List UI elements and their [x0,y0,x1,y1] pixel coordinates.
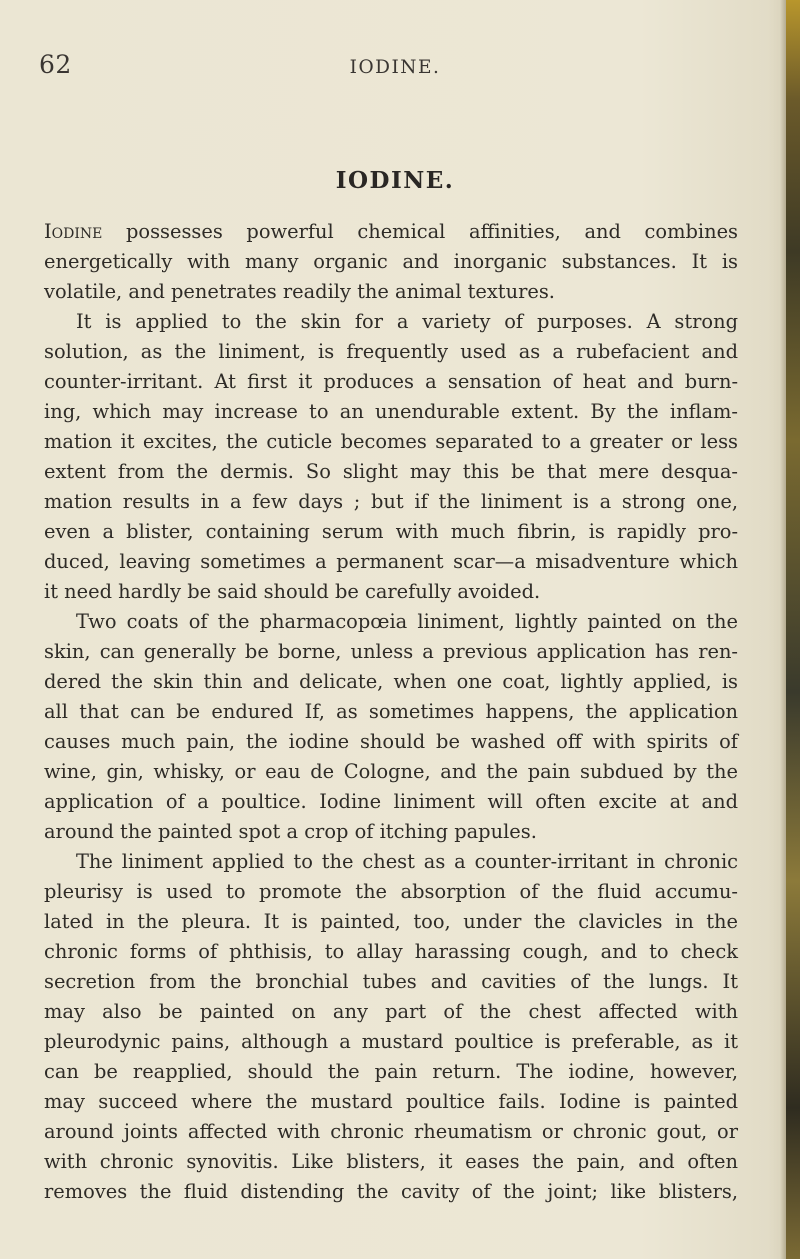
text-line: dered the skin thin and delicate, when one coat, lightly applied, is [44,670,738,693]
running-head: IODINE. [349,57,441,78]
text-line: lated in the pleura. It is painted, too, under the clavicles in the [44,910,738,933]
text-line: The liniment applied to the chest as a counter-irritant in chronic [76,850,738,873]
lead-word: Iodine [44,220,103,243]
text-line: pleurisy is used to promote the absorption of the fluid accumu- [44,880,738,903]
text-line: Two coats of the pharmacopœia liniment, lightly painted on the [76,610,738,633]
text-line: removes the fluid distending the cavity of the joint; like blisters, [44,1180,738,1203]
text-line: around the painted spot a crop of itching papules. [44,820,537,843]
chapter-title: IODINE. [335,167,455,194]
text-line: chronic forms of phthisis, to allay harassing cough, and to check [44,940,738,963]
text-line: can be reapplied, should the pain return. The iodine, however, [44,1060,738,1083]
text-line: mation results in a few days ; but if the liniment is a strong one, [44,490,738,513]
text-line: even a blister, containing serum with much fibrin, is rapidly pro- [44,520,738,543]
page-number: 62 [39,50,72,79]
text-line: ing, which may increase to an unendurable extent. By the inflam- [44,400,738,423]
text-line: skin, can generally be borne, unless a previous application has ren- [44,640,738,663]
text-line: wine, gin, whisky, or eau de Cologne, and the pain subdued by the [44,760,738,783]
text-line: extent from the dermis. So slight may this be that mere desqua- [44,460,738,483]
book-spine-edge [786,0,800,1259]
text-line: duced, leaving sometimes a permanent scar—a misadventure which [44,550,738,573]
text-line: It is applied to the skin for a variety of purposes. A strong [76,310,738,333]
text-line: volatile, and penetrates readily the animal textures. [44,280,555,303]
text-line: energetically with many organic and inorganic substances. It is [44,250,738,273]
text-line: it need hardly be said should be carefully avoided. [44,580,541,603]
text-line: secretion from the bronchial tubes and cavities of the lungs. It [44,970,738,993]
text-line: with chronic synovitis. Like blisters, it eases the pain, and often [44,1150,738,1173]
text-line: pleurodynic pains, although a mustard poultice is preferable, as it [44,1030,738,1053]
text-line: may also be painted on any part of the chest affected with [44,1000,738,1023]
text-line: Iodine possesses powerful chemical affinities, and combines [44,220,738,243]
text-line: mation it excites, the cuticle becomes separated to a greater or less [44,430,738,453]
text-line: application of a poultice. Iodine liniment will often excite at and [44,790,738,813]
text-line: around joints affected with chronic rheumatism or chronic gout, or [44,1120,738,1143]
text-line: causes much pain, the iodine should be washed off with spirits of [44,730,738,753]
text-line: solution, as the liniment, is frequently used as a rubefacient and [44,340,738,363]
text-line: may succeed where the mustard poultice fails. Iodine is painted [44,1090,738,1113]
text-line: counter-irritant. At first it produces a sensation of heat and burn- [44,370,738,393]
text-line: all that can be endured If, as sometimes happens, the application [44,700,738,723]
